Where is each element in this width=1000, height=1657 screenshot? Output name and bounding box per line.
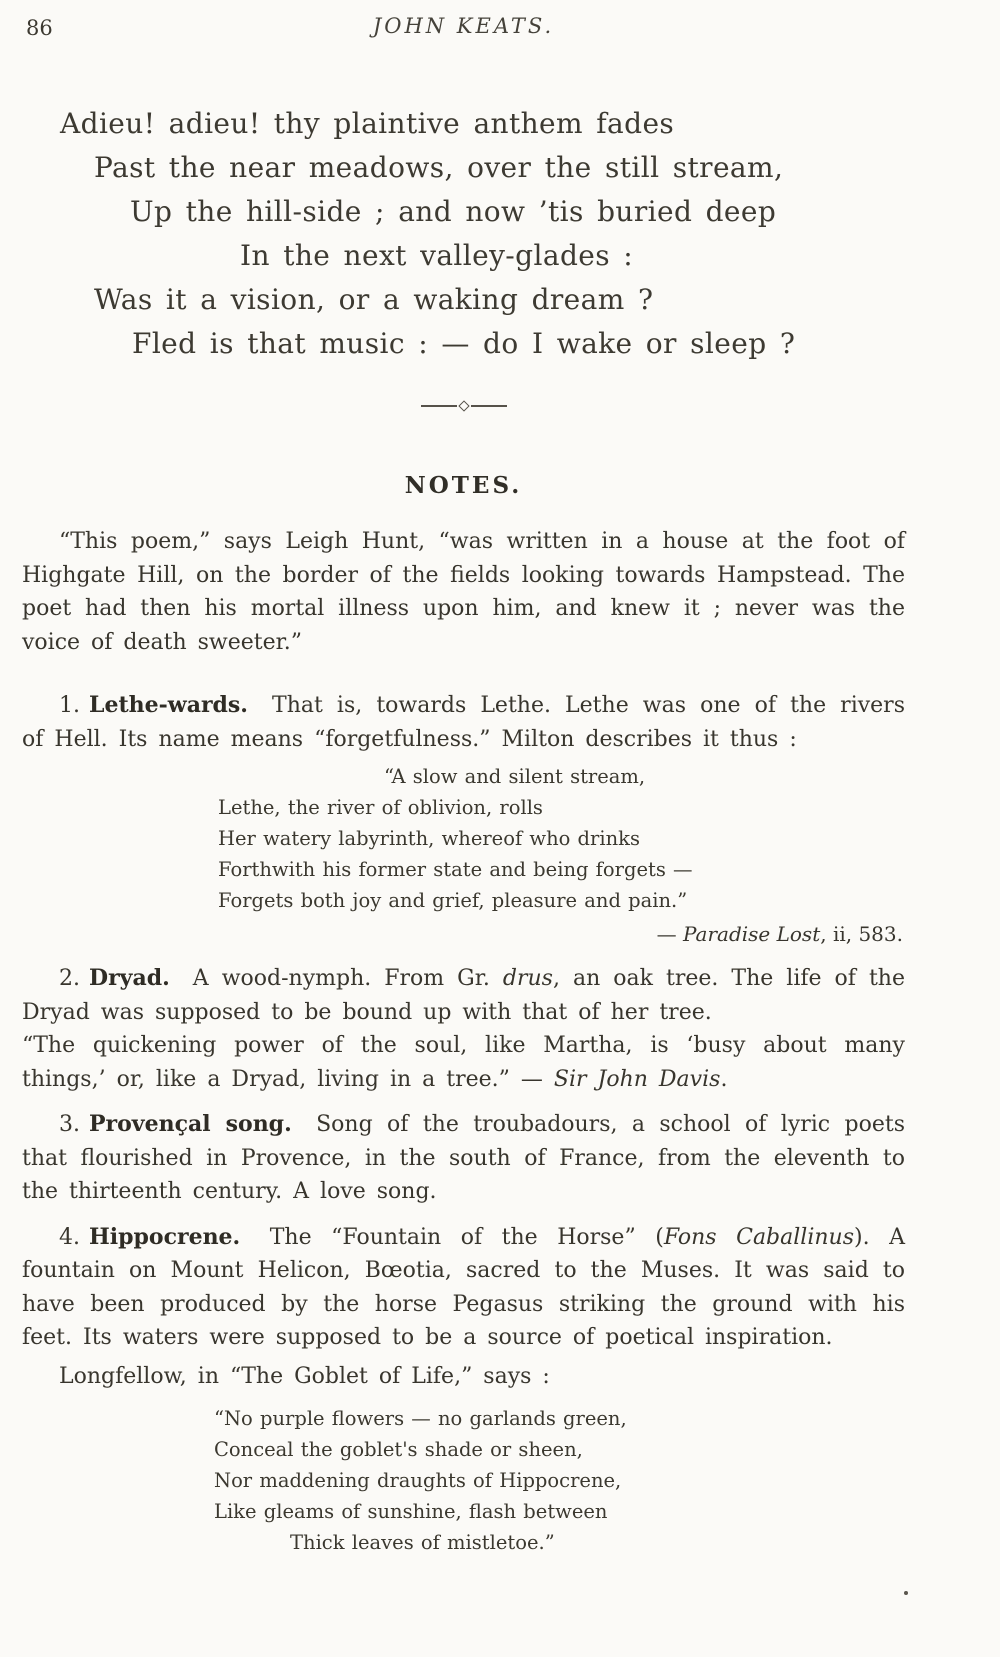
verse-line: “No purple flowers — no garlands green, (214, 1407, 627, 1430)
verse-attribution: — Paradise Lost, ii, 583. (656, 922, 903, 946)
note-entry-hippocrene (22, 1221, 905, 1355)
note-number: 2. (59, 966, 80, 991)
page-header (22, 14, 905, 46)
note-number: 4. (59, 1224, 80, 1250)
poem-line: Fled is that music : — do I wake or sleep ? (132, 327, 796, 360)
note-term: Dryad. (89, 965, 170, 991)
note-text: Song of the troubadours, a school of lyric poets that flourished in Provence, in the south of France, from the eleventh to the thirteenth century. A love song. (22, 1112, 905, 1204)
verse-line: Forgets both joy and grief, pleasure and pain.” (218, 889, 688, 912)
poem-line: In the next valley-glades : (240, 239, 634, 272)
notes-intro-paragraph: “This poem,” says Leigh Hunt, “was written in a house at the foot of Highgate Hill, on the border of the fields looking towards Hampstead. The poet had then his mortal illness upon him, and knew it ; never was the voice of death sweeter.” (22, 529, 905, 655)
note-entry-dryad (22, 962, 905, 1029)
notes-heading: NOTES. (404, 472, 523, 499)
dryad-quote-paragraph: “The quickening power of the soul, like Martha, is ‘busy about many things,’ or, like a Dryad, living in a tree.” — Sir John Davis. (22, 1033, 905, 1092)
longfellow-paragraph: Longfellow, in “The Goblet of Life,” says : (59, 1363, 550, 1389)
section-divider-ornament (22, 400, 905, 412)
notes-section (22, 525, 905, 1558)
verse-line: Nor maddening draughts of Hippocrene, (214, 1469, 622, 1492)
note-term: Hippocrene. (89, 1223, 241, 1250)
poem-line: Up the hill-side ; and now ’tis buried deep (130, 195, 777, 228)
note-term: Lethe-wards. (89, 692, 248, 718)
verse-line: Lethe, the river of oblivion, rolls (218, 796, 543, 819)
verse-line: Forthwith his former state and being forgets — (218, 858, 693, 881)
verse-line: Her watery labyrinth, whereof who drinks (218, 827, 640, 850)
ornament-rule-right (471, 405, 507, 407)
note-number: 3. (59, 1112, 80, 1137)
verse-line: Like gleams of sunshine, flash between (214, 1500, 608, 1523)
poem-stanza (22, 102, 905, 366)
note-text: The “Fountain of the Horse” (Fons Caballinus). A fountain on Mount Helicon, Bœotia, sacred to the Muses. It was said to have been produced by the horse Pegasus striking the ground with his feet. Its waters were supposed to be a source of poetical inspiration. (22, 1224, 905, 1350)
running-title: JOHN KEATS. (372, 14, 555, 38)
note-text: A wood-nymph. From Gr. drus, an oak tree. The life of the Dryad was supposed to be bound up with that of her tree. (22, 966, 905, 1025)
ornament-diamond-icon (458, 400, 469, 411)
verse-line: “A slow and silent stream, (384, 765, 646, 788)
note-entry-lethe-wards (22, 689, 905, 756)
verse-line: Thick leaves of mistletoe.” (290, 1531, 555, 1554)
milton-verse-quote (218, 761, 905, 916)
poem-line: Was it a vision, or a waking dream ? (94, 283, 654, 316)
note-number: 1. (59, 693, 80, 718)
note-entry-provencal-song (22, 1108, 905, 1209)
scan-speck (904, 1591, 908, 1595)
ornament-rule-left (421, 405, 457, 407)
note-term: Provençal song. (89, 1111, 292, 1137)
poem-line: Past the near meadows, over the still stream, (94, 151, 784, 184)
poem-line: Adieu! adieu! thy plaintive anthem fades (60, 107, 675, 140)
verse-line: Conceal the goblet's shade or sheen, (214, 1438, 583, 1461)
note-text: That is, towards Lethe. Lethe was one of the rivers of Hell. Its name means “forgetfulness.” Milton describes it thus : (22, 693, 905, 752)
longfellow-verse-quote (214, 1403, 905, 1558)
page-number: 86 (26, 16, 53, 40)
